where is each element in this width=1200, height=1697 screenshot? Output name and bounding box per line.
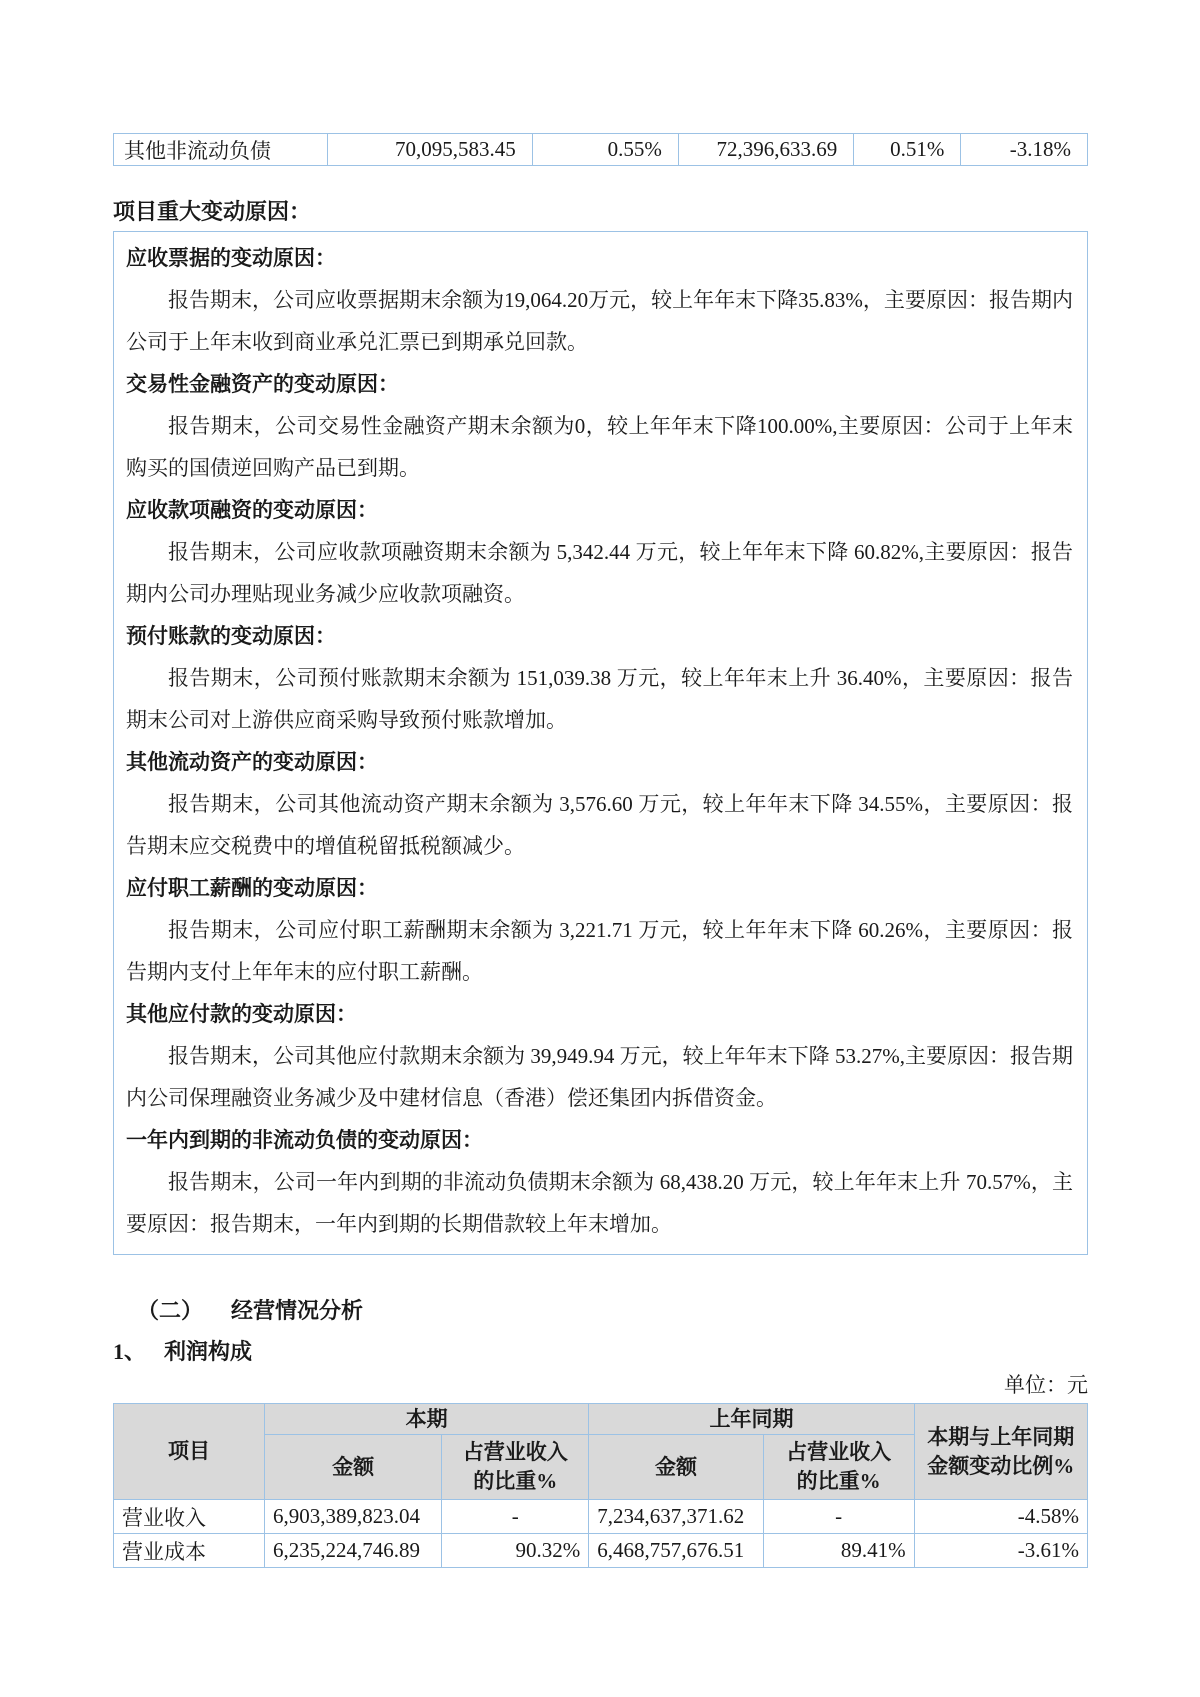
col-header-change-line2: 金额变动比例%: [927, 1453, 1075, 1478]
reason-body: 报告期末，公司一年内到期的非流动负债期末余额为 68,438.20 万元，较上年年末上升 70.57%，主要原因：报告期末，一年内到期的长期借款较上年末增加。: [126, 1170, 1073, 1236]
profit-composition-heading: [113, 1338, 1088, 1366]
col-header-item: 项目: [114, 1404, 265, 1500]
subsection-number: 1、: [113, 1339, 147, 1364]
reason-title: 其他流动资产的变动原因：: [126, 750, 378, 774]
reason-block-prepayments: [126, 615, 1073, 741]
reason-title: 应收款项融资的变动原因：: [126, 498, 378, 522]
major-change-reasons-heading: 项目重大变动原因：: [113, 199, 312, 224]
reason-title: 其他应付款的变动原因：: [126, 1002, 357, 1026]
reason-body: 报告期末，公司交易性金融资产期末余额为0，较上年年末下降100.00%,主要原因：公司于上年末购买的国债逆回购产品已到期。: [126, 414, 1073, 480]
operating-analysis-heading: [113, 1297, 1088, 1325]
balance-row-other-noncurrent-liabilities: [114, 134, 1088, 166]
reason-block-receivables-financing: [126, 489, 1073, 615]
col-header-pct-current: [442, 1435, 589, 1500]
reason-body: 报告期末，公司预付账款期末余额为 151,039.38 万元，较上年年末上升 36.40%，主要原因：报告期末公司对上游供应商采购导致预付账款增加。: [126, 666, 1073, 732]
balance-items-table: [113, 133, 1088, 166]
reason-body: 报告期末，公司其他流动资产期末余额为 3,576.60 万元，较上年年末下降 34.55%，主要原因：报告期末应交税费中的增值税留抵税额减少。: [126, 792, 1073, 858]
col-header-pct-line2: 的比重%: [473, 1469, 558, 1493]
section-title: 经营情况分析: [231, 1298, 364, 1323]
reason-title: 交易性金融资产的变动原因：: [126, 372, 399, 396]
reason-block-employee-compensation: [126, 867, 1073, 993]
reason-body: 报告期末，公司应收款项融资期末余额为 5,342.44 万元，较上年年末下降 60.82%,主要原因：报告期内公司办理贴现业务减少应收款项融资。: [126, 540, 1073, 606]
profit-header-row-1: [114, 1404, 1088, 1435]
balance-change-pct: -3.18%: [961, 134, 1088, 166]
profit-pct-current: -: [442, 1500, 589, 1534]
reason-body: 报告期末，公司应收票据期末余额为19,064.20万元，较上年年末下降35.83%，主要原因：报告期内公司于上年末收到商业承兑汇票已到期承兑回款。: [126, 288, 1073, 354]
col-header-change-line1: 本期与上年同期: [927, 1424, 1075, 1449]
profit-pct-prior: 89.41%: [763, 1534, 914, 1568]
reason-block-other-payables: [126, 993, 1073, 1119]
reason-block-notes-receivable: [126, 237, 1073, 363]
reason-title: 预付账款的变动原因：: [126, 624, 336, 648]
profit-pct-prior: -: [763, 1500, 914, 1534]
reason-block-trading-financial-assets: [126, 363, 1073, 489]
balance-item-name: 其他非流动负债: [114, 134, 328, 166]
col-header-pct-line2: 的比重%: [796, 1469, 881, 1493]
profit-item-name: 营业成本: [114, 1534, 265, 1568]
reason-title: 应付职工薪酬的变动原因：: [126, 876, 378, 900]
profit-amount-current: 6,903,389,823.04: [264, 1500, 441, 1534]
col-header-pct-line1: 占营业收入: [462, 1440, 568, 1464]
profit-row-operating-cost: [114, 1534, 1088, 1568]
col-header-amount-prior: 金额: [589, 1435, 763, 1500]
profit-amount-prior: 6,468,757,676.51: [589, 1534, 763, 1568]
profit-pct-current: 90.32%: [442, 1534, 589, 1568]
subsection-title: 利润构成: [164, 1339, 253, 1364]
col-header-amount-current: 金额: [264, 1435, 441, 1500]
reason-title: 一年内到期的非流动负债的变动原因：: [126, 1128, 483, 1152]
balance-pct-prior: 0.51%: [854, 134, 961, 166]
reason-body: 报告期末，公司其他应付款期末余额为 39,949.94 万元，较上年年末下降 53.27%,主要原因：报告期内公司保理融资业务减少及中建材信息（香港）偿还集团内拆借资金。: [126, 1044, 1073, 1110]
profit-item-name: 营业收入: [114, 1500, 265, 1534]
col-header-pct-line1: 占营业收入: [786, 1440, 892, 1464]
reason-body: 报告期末，公司应付职工薪酬期末余额为 3,221.71 万元，较上年年末下降 60.26%，主要原因：报告期内支付上年年末的应付职工薪酬。: [126, 918, 1073, 984]
profit-amount-prior: 7,234,637,371.62: [589, 1500, 763, 1534]
balance-amount-prior: 72,396,633.69: [678, 134, 853, 166]
profit-change-pct: -3.61%: [914, 1534, 1087, 1568]
balance-amount-current: 70,095,583.45: [328, 134, 533, 166]
balance-pct-current: 0.55%: [532, 134, 678, 166]
col-header-current-period: 本期: [264, 1404, 588, 1435]
col-header-pct-prior: [763, 1435, 914, 1500]
unit-label: 单位：元: [1004, 1373, 1088, 1397]
profit-row-operating-revenue: [114, 1500, 1088, 1534]
reason-block-other-current-assets: [126, 741, 1073, 867]
change-reasons-box: [113, 231, 1088, 1255]
reason-title: 应收票据的变动原因：: [126, 246, 336, 270]
profit-amount-current: 6,235,224,746.89: [264, 1534, 441, 1568]
profit-change-pct: -4.58%: [914, 1500, 1087, 1534]
col-header-prior-period: 上年同期: [589, 1404, 914, 1435]
col-header-change: [914, 1404, 1087, 1500]
section-number: （二）: [137, 1298, 204, 1323]
profit-composition-table: [113, 1403, 1088, 1568]
reason-block-noncurrent-liabilities-due-within-one-year: [126, 1119, 1073, 1245]
